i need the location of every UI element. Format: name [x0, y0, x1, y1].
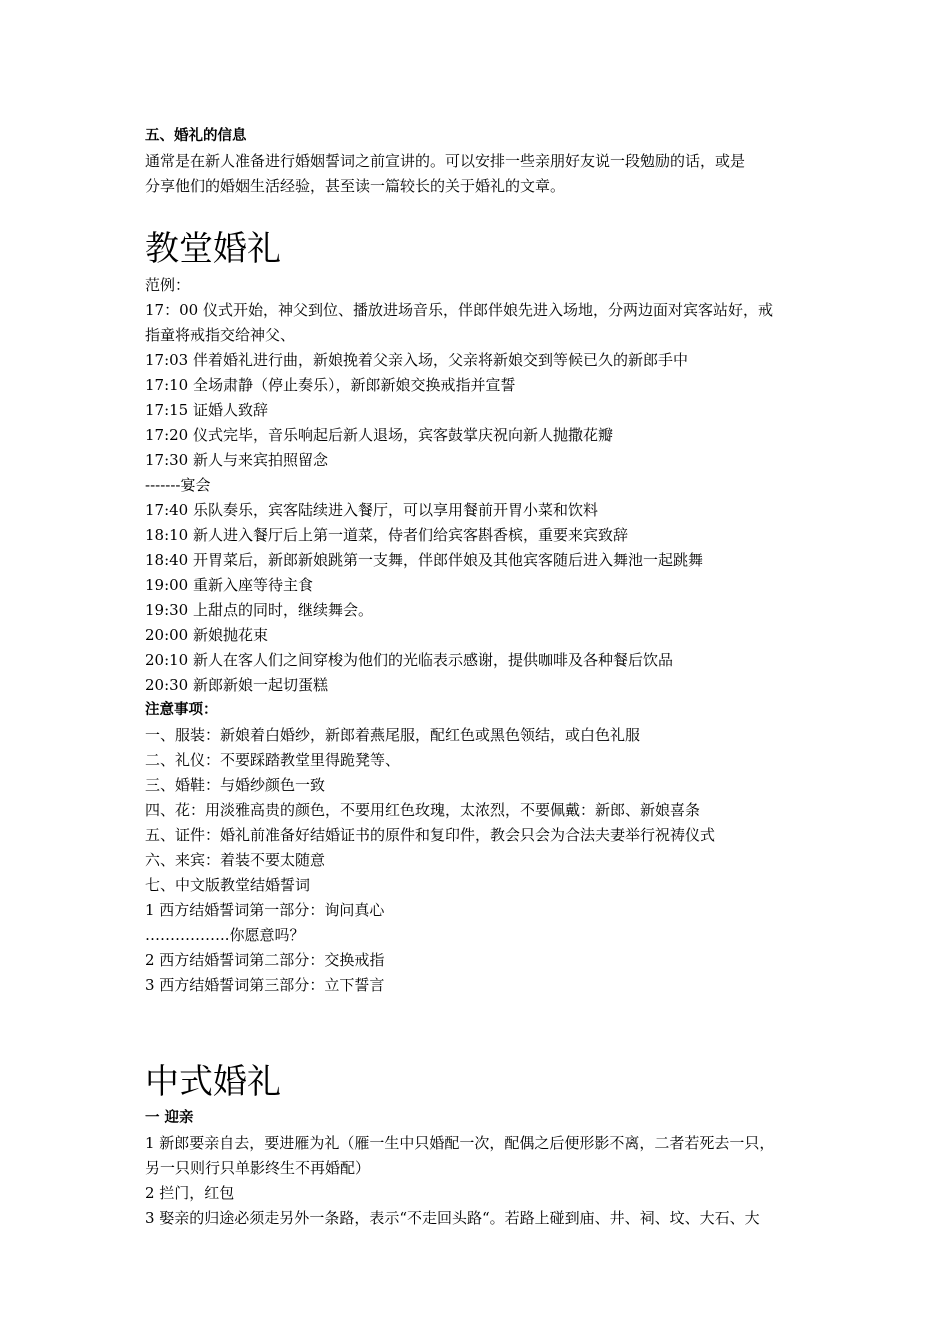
note-item: 3 西方结婚誓词第三部分：立下誓言	[145, 976, 385, 994]
chinese-item: 2 拦门，红包	[145, 1184, 235, 1202]
note-item: 1 西方结婚誓词第一部分：询问真心	[145, 901, 385, 919]
note-item: 七、中文版教堂结婚誓词	[145, 876, 311, 894]
chinese-sub-heading: 一 迎亲	[145, 1110, 194, 1126]
note-item: 五、证件：婚礼前准备好结婚证书的原件和复印件，教会只会为合法夫妻举行祝祷仪式	[145, 826, 716, 844]
notes-heading: 注意事项：	[145, 702, 218, 718]
schedule-item: 17:20 仪式完毕，音乐响起后新人退场，宾客鼓掌庆祝向新人抛撒花瓣	[145, 426, 613, 444]
chinese-item: 1 新郎要亲自去，要进雁为礼（雁一生中只婚配一次，配偶之后便形影不离，二者若死去一只，	[145, 1134, 775, 1152]
chinese-item: 3 娶亲的归途必须走另外一条路，表示“不走回头路“。若路上碰到庙、井、祠、坟、大石、大	[145, 1209, 760, 1227]
schedule-item: 17:03 伴着婚礼进行曲，新娘挽着父亲入场，父亲将新娘交到等候已久的新郎手中	[145, 351, 688, 369]
schedule-item: -------宴会	[145, 476, 211, 494]
schedule-item: 20:00 新娘抛花束	[145, 626, 268, 644]
note-item: ……………..你愿意吗？	[145, 926, 305, 944]
chinese-wedding-title: 中式婚礼	[145, 1062, 281, 1102]
chinese-wedding-list	[145, 1131, 825, 1231]
paragraph-line: 分享他们的婚姻生活经验，甚至读一篇较长的关于婚礼的文章。	[145, 177, 566, 195]
schedule-item: 19:30 上甜点的同时，继续舞会。	[145, 601, 373, 619]
schedule-item: 17:10 全场肃静（停止奏乐），新郎新娘交换戒指并宣誓	[145, 376, 516, 394]
schedule-item: 17:15 证婚人致辞	[145, 401, 268, 419]
note-item: 2 西方结婚誓词第二部分：交换戒指	[145, 951, 385, 969]
church-schedule-list	[145, 298, 825, 698]
schedule-item: 19:00 重新入座等待主食	[145, 576, 313, 594]
note-item: 二、礼仪：不要踩踏教堂里得跪凳等、	[145, 751, 401, 769]
church-notes-list	[145, 723, 825, 998]
schedule-item: 指童将戒指交给神父、	[145, 326, 296, 344]
note-item: 三、婚鞋：与婚纱颜色一致	[145, 776, 326, 794]
schedule-item: 20:10 新人在客人们之间穿梭为他们的光临表示感谢，提供咖啡及各种餐后饮品	[145, 651, 673, 669]
schedule-item: 18:40 开胃菜后，新郎新娘跳第一支舞，伴郎伴娘及其他宾客随后进入舞池一起跳舞	[145, 551, 703, 569]
schedule-item: 17:30 新人与来宾拍照留念	[145, 451, 328, 469]
document-page	[145, 124, 825, 1231]
schedule-item: 17:40 乐队奏乐，宾客陆续进入餐厅，可以享用餐前开胃小菜和饮料	[145, 501, 598, 519]
example-label: 范例：	[145, 276, 191, 294]
chinese-item: 另一只则行只单影终生不再婚配）	[145, 1159, 371, 1177]
schedule-item: 20:30 新郎新娘一起切蛋糕	[145, 676, 328, 694]
schedule-item: 18:10 新人进入餐厅后上第一道菜，侍者们给宾客斟香槟，重要来宾致辞	[145, 526, 628, 544]
note-item: 一、服装：新娘着白婚纱，新郎着燕尾服，配红色或黑色领结，或白色礼服	[145, 726, 641, 744]
note-item: 四、花：用淡雅高贵的颜色，不要用红色玫瑰，太浓烈，不要佩戴：新郎、新娘喜条	[145, 801, 701, 819]
note-item: 六、来宾：着装不要太随意	[145, 851, 326, 869]
church-wedding-title: 教堂婚礼	[145, 229, 281, 269]
schedule-item: 17：00 仪式开始，神父到位、播放进场音乐，伴郎伴娘先进入场地，分两边面对宾客站好，戒	[145, 301, 773, 319]
section-heading-wedding-info: 五、婚礼的信息	[145, 128, 247, 144]
paragraph-line: 通常是在新人准备进行婚姻誓词之前宣讲的。可以安排一些亲朋好友说一段勉励的话，或是	[145, 152, 746, 170]
